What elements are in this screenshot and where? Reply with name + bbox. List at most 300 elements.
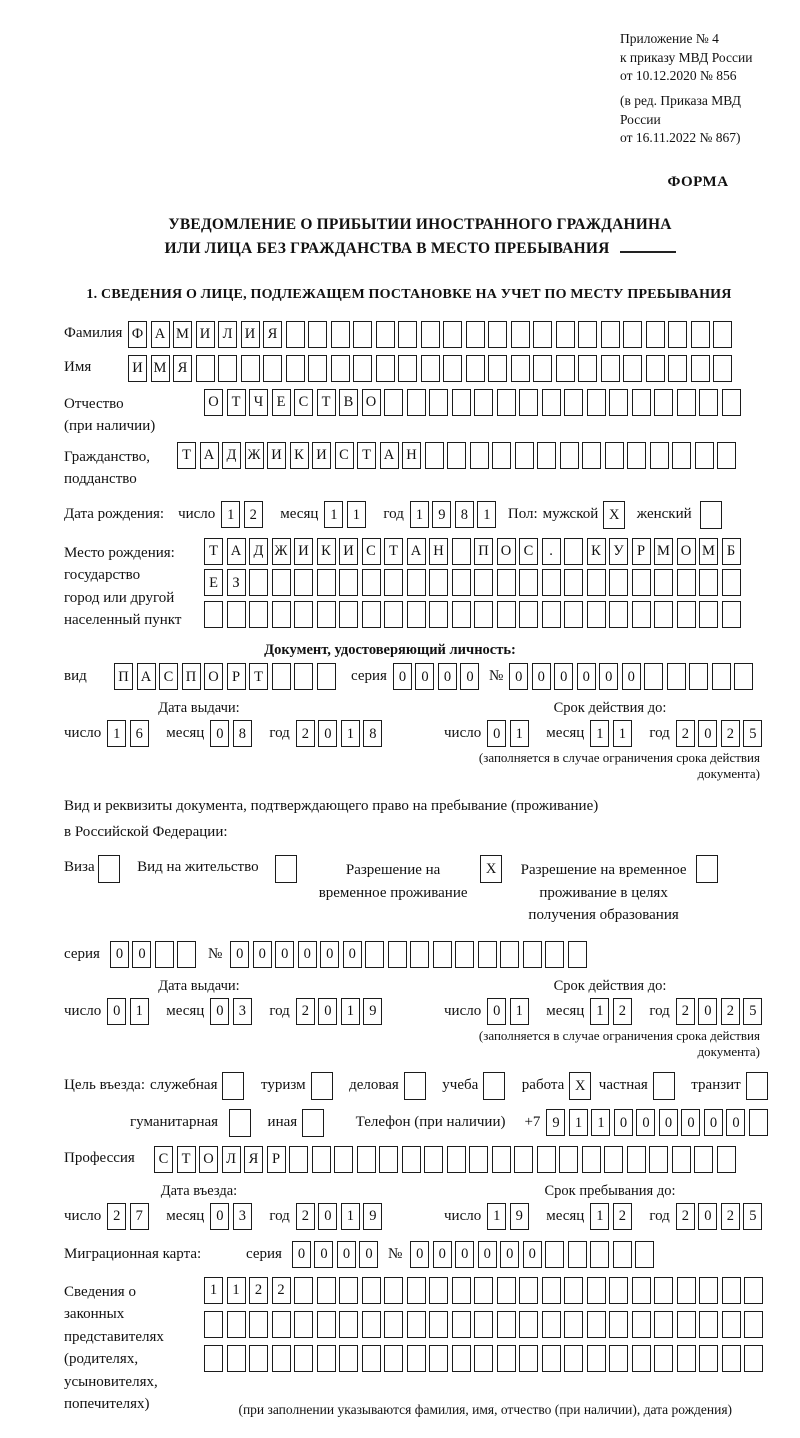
char-box[interactable] [712,663,731,690]
char-box[interactable] [564,601,583,628]
char-box[interactable] [699,1277,718,1304]
char-box[interactable] [749,1109,768,1136]
char-box[interactable] [542,389,561,416]
char-box[interactable]: Т [384,538,403,565]
char-box[interactable] [587,1277,606,1304]
char-box[interactable]: Б [722,538,741,565]
char-box[interactable] [218,355,237,382]
char-box[interactable]: 0 [698,998,717,1025]
char-box[interactable]: 0 [292,1241,311,1268]
char-box[interactable] [384,1311,403,1338]
char-box[interactable]: 0 [210,720,229,747]
char-box[interactable] [604,1146,623,1173]
char-box[interactable]: И [312,442,331,469]
char-box[interactable]: 9 [432,501,451,528]
char-box[interactable] [722,1311,741,1338]
char-box[interactable] [699,601,718,628]
char-box[interactable] [587,1311,606,1338]
char-box[interactable] [227,1345,246,1372]
char-box[interactable] [519,601,538,628]
char-box[interactable] [623,355,642,382]
char-box[interactable] [601,321,620,348]
char-box[interactable]: 2 [296,998,315,1025]
char-box[interactable]: 0 [393,663,412,690]
char-box[interactable] [474,1277,493,1304]
char-box[interactable]: Т [204,538,223,565]
char-box[interactable]: Т [177,442,196,469]
char-box[interactable] [542,601,561,628]
char-box[interactable] [272,1311,291,1338]
char-box[interactable] [384,1277,403,1304]
char-box[interactable]: 9 [363,998,382,1025]
char-box[interactable]: О [204,663,223,690]
char-box[interactable]: 0 [210,1203,229,1230]
char-box[interactable]: Л [222,1146,241,1173]
char-box[interactable]: 0 [636,1109,655,1136]
char-box[interactable]: . [542,538,561,565]
char-box[interactable] [474,389,493,416]
char-box[interactable]: 0 [318,720,337,747]
char-box[interactable]: О [497,538,516,565]
char-box[interactable] [568,941,587,968]
char-box[interactable]: Ж [245,442,264,469]
char-box[interactable]: 2 [613,998,632,1025]
char-box[interactable]: 0 [318,998,337,1025]
char-box[interactable] [649,1146,668,1173]
char-box[interactable]: 0 [415,663,434,690]
char-box[interactable] [407,601,426,628]
char-box[interactable] [308,321,327,348]
char-box[interactable] [632,389,651,416]
char-box[interactable]: П [182,663,201,690]
char-box[interactable]: 1 [590,998,609,1025]
char-box[interactable] [717,442,736,469]
char-box[interactable] [514,1146,533,1173]
char-box[interactable] [654,601,673,628]
char-box[interactable] [694,1146,713,1173]
char-box[interactable]: К [290,442,309,469]
char-box[interactable] [196,355,215,382]
char-box[interactable]: Ж [272,538,291,565]
char-box[interactable] [523,941,542,968]
char-box[interactable]: К [587,538,606,565]
char-box[interactable]: Л [218,321,237,348]
char-box[interactable] [452,538,471,565]
char-box[interactable]: Ф [128,321,147,348]
char-box[interactable]: 0 [460,663,479,690]
char-box[interactable] [294,569,313,596]
char-box[interactable] [286,355,305,382]
char-box[interactable]: З [227,569,246,596]
char-box[interactable] [362,601,381,628]
temp-residence-checkbox[interactable]: X [480,855,502,883]
char-box[interactable] [429,601,448,628]
char-box[interactable] [425,442,444,469]
char-box[interactable] [691,321,710,348]
char-box[interactable] [429,1311,448,1338]
char-box[interactable] [384,601,403,628]
char-box[interactable] [317,569,336,596]
char-box[interactable] [272,1345,291,1372]
char-box[interactable] [744,1311,763,1338]
char-box[interactable] [398,355,417,382]
char-box[interactable] [713,355,732,382]
char-box[interactable]: 2 [721,998,740,1025]
char-box[interactable] [388,941,407,968]
char-box[interactable]: О [677,538,696,565]
char-box[interactable]: 1 [130,998,149,1025]
char-box[interactable] [609,601,628,628]
char-box[interactable]: 2 [613,1203,632,1230]
char-box[interactable] [474,1345,493,1372]
char-box[interactable] [384,1345,403,1372]
char-box[interactable] [294,1311,313,1338]
char-box[interactable] [398,321,417,348]
char-box[interactable]: 0 [320,941,339,968]
char-box[interactable] [722,601,741,628]
char-box[interactable] [452,569,471,596]
char-box[interactable] [713,321,732,348]
char-box[interactable] [646,321,665,348]
char-box[interactable] [429,389,448,416]
char-box[interactable]: 1 [347,501,366,528]
char-box[interactable]: Т [317,389,336,416]
char-box[interactable] [452,1311,471,1338]
char-box[interactable]: 1 [204,1277,223,1304]
char-box[interactable]: М [151,355,170,382]
char-box[interactable]: П [114,663,133,690]
char-box[interactable] [635,1241,654,1268]
char-box[interactable] [263,355,282,382]
char-box[interactable]: Я [263,321,282,348]
char-box[interactable] [511,321,530,348]
char-box[interactable]: 2 [676,1203,695,1230]
char-box[interactable]: 0 [698,1203,717,1230]
char-box[interactable] [249,569,268,596]
char-box[interactable] [654,1345,673,1372]
char-box[interactable]: 0 [478,1241,497,1268]
char-box[interactable]: 1 [324,501,343,528]
char-box[interactable] [474,1311,493,1338]
char-box[interactable] [668,321,687,348]
char-box[interactable]: 1 [590,720,609,747]
char-box[interactable]: 5 [743,720,762,747]
char-box[interactable] [601,355,620,382]
char-box[interactable] [492,1146,511,1173]
char-box[interactable] [677,1277,696,1304]
char-box[interactable] [294,1345,313,1372]
char-box[interactable] [294,663,313,690]
char-box[interactable] [632,1311,651,1338]
char-box[interactable] [582,1146,601,1173]
char-box[interactable] [339,1311,358,1338]
char-box[interactable] [691,355,710,382]
char-box[interactable]: 2 [272,1277,291,1304]
char-box[interactable] [424,1146,443,1173]
char-box[interactable] [699,1311,718,1338]
char-box[interactable]: 0 [230,941,249,968]
char-box[interactable]: 1 [510,998,529,1025]
char-box[interactable] [410,941,429,968]
char-box[interactable]: 0 [487,720,506,747]
char-box[interactable] [376,355,395,382]
char-box[interactable]: 1 [341,998,360,1025]
char-box[interactable]: С [159,663,178,690]
char-box[interactable]: 0 [698,720,717,747]
char-box[interactable] [474,601,493,628]
char-box[interactable] [578,321,597,348]
char-box[interactable] [384,569,403,596]
char-box[interactable] [587,389,606,416]
char-box[interactable]: 0 [253,941,272,968]
char-box[interactable]: 8 [233,720,252,747]
char-box[interactable]: 0 [343,941,362,968]
char-box[interactable] [204,1345,223,1372]
char-box[interactable] [677,389,696,416]
char-box[interactable] [452,601,471,628]
char-box[interactable] [286,321,305,348]
char-box[interactable]: 0 [455,1241,474,1268]
char-box[interactable] [452,1277,471,1304]
char-box[interactable]: С [519,538,538,565]
work-checkbox[interactable]: X [569,1072,591,1100]
char-box[interactable]: 0 [410,1241,429,1268]
char-box[interactable]: 0 [487,998,506,1025]
char-box[interactable]: Ч [249,389,268,416]
char-box[interactable]: И [241,321,260,348]
char-box[interactable] [699,389,718,416]
char-box[interactable] [515,442,534,469]
char-box[interactable]: 1 [107,720,126,747]
char-box[interactable] [407,389,426,416]
char-box[interactable]: 0 [577,663,596,690]
char-box[interactable]: 2 [244,501,263,528]
char-box[interactable]: 0 [532,663,551,690]
char-box[interactable] [407,569,426,596]
char-box[interactable] [421,321,440,348]
char-box[interactable]: И [294,538,313,565]
char-box[interactable]: 0 [314,1241,333,1268]
char-box[interactable] [362,1277,381,1304]
char-box[interactable]: 9 [546,1109,565,1136]
char-box[interactable]: 0 [438,663,457,690]
char-box[interactable] [646,355,665,382]
char-box[interactable] [542,1277,561,1304]
char-box[interactable] [578,355,597,382]
char-box[interactable]: 2 [676,720,695,747]
char-box[interactable] [613,1241,632,1268]
char-box[interactable] [609,1277,628,1304]
char-box[interactable] [357,1146,376,1173]
char-box[interactable] [519,569,538,596]
char-box[interactable]: 0 [554,663,573,690]
char-box[interactable] [537,442,556,469]
char-box[interactable] [734,663,753,690]
visa-checkbox[interactable] [98,855,120,883]
char-box[interactable] [470,442,489,469]
char-box[interactable] [654,1311,673,1338]
char-box[interactable]: М [173,321,192,348]
char-box[interactable] [632,569,651,596]
char-box[interactable]: 9 [363,1203,382,1230]
char-box[interactable] [497,601,516,628]
char-box[interactable]: 0 [110,941,129,968]
char-box[interactable]: Д [222,442,241,469]
char-box[interactable] [533,321,552,348]
char-box[interactable]: 2 [249,1277,268,1304]
char-box[interactable] [402,1146,421,1173]
char-box[interactable] [556,321,575,348]
char-box[interactable] [677,569,696,596]
char-box[interactable]: 1 [569,1109,588,1136]
char-box[interactable] [627,1146,646,1173]
char-box[interactable]: К [317,538,336,565]
char-box[interactable]: 0 [509,663,528,690]
char-box[interactable]: П [474,538,493,565]
char-box[interactable] [650,442,669,469]
char-box[interactable] [654,569,673,596]
char-box[interactable] [644,663,663,690]
char-box[interactable]: 1 [410,501,429,528]
char-box[interactable] [545,1241,564,1268]
char-box[interactable] [379,1146,398,1173]
char-box[interactable] [407,1311,426,1338]
char-box[interactable]: 1 [591,1109,610,1136]
char-box[interactable]: Т [357,442,376,469]
char-box[interactable] [587,601,606,628]
char-box[interactable] [339,569,358,596]
char-box[interactable] [519,1311,538,1338]
char-box[interactable]: М [654,538,673,565]
char-box[interactable] [677,601,696,628]
char-box[interactable] [564,1345,583,1372]
char-box[interactable] [689,663,708,690]
char-box[interactable]: А [407,538,426,565]
char-box[interactable] [488,321,507,348]
official-checkbox[interactable] [222,1072,244,1100]
char-box[interactable] [497,1277,516,1304]
char-box[interactable] [542,1311,561,1338]
char-box[interactable]: 1 [510,720,529,747]
char-box[interactable]: 1 [227,1277,246,1304]
char-box[interactable] [492,442,511,469]
char-box[interactable]: 1 [487,1203,506,1230]
char-box[interactable] [542,1345,561,1372]
char-box[interactable]: 1 [221,501,240,528]
char-box[interactable] [582,442,601,469]
char-box[interactable] [677,1345,696,1372]
char-box[interactable] [331,321,350,348]
char-box[interactable] [312,1146,331,1173]
char-box[interactable]: 0 [681,1109,700,1136]
char-box[interactable] [699,1345,718,1372]
char-box[interactable] [722,569,741,596]
char-box[interactable] [452,1345,471,1372]
char-box[interactable] [632,1277,651,1304]
char-box[interactable] [564,538,583,565]
char-box[interactable] [564,1277,583,1304]
char-box[interactable] [466,355,485,382]
char-box[interactable] [623,321,642,348]
char-box[interactable] [545,941,564,968]
char-box[interactable] [668,355,687,382]
char-box[interactable]: А [380,442,399,469]
char-box[interactable] [249,1345,268,1372]
char-box[interactable] [272,569,291,596]
char-box[interactable]: 1 [341,1203,360,1230]
char-box[interactable]: Р [267,1146,286,1173]
private-checkbox[interactable] [653,1072,675,1100]
char-box[interactable]: И [128,355,147,382]
char-box[interactable]: 0 [659,1109,678,1136]
char-box[interactable] [362,1311,381,1338]
sex-male-checkbox[interactable]: X [603,501,625,529]
char-box[interactable]: 6 [130,720,149,747]
char-box[interactable]: 8 [455,501,474,528]
char-box[interactable] [609,389,628,416]
char-box[interactable]: 0 [107,998,126,1025]
char-box[interactable] [353,355,372,382]
char-box[interactable]: С [154,1146,173,1173]
char-box[interactable] [429,1277,448,1304]
char-box[interactable]: А [137,663,156,690]
char-box[interactable] [365,941,384,968]
char-box[interactable] [717,1146,736,1173]
char-box[interactable]: Т [249,663,268,690]
char-box[interactable]: О [204,389,223,416]
char-box[interactable] [155,941,174,968]
char-box[interactable] [339,1345,358,1372]
char-box[interactable] [632,1345,651,1372]
char-box[interactable]: 0 [132,941,151,968]
char-box[interactable] [497,389,516,416]
char-box[interactable] [587,569,606,596]
char-box[interactable]: В [339,389,358,416]
char-box[interactable] [227,601,246,628]
char-box[interactable] [407,1345,426,1372]
char-box[interactable] [289,1146,308,1173]
char-box[interactable]: 0 [726,1109,745,1136]
char-box[interactable]: У [609,538,628,565]
char-box[interactable] [429,569,448,596]
char-box[interactable]: 2 [296,1203,315,1230]
char-box[interactable] [334,1146,353,1173]
char-box[interactable] [249,601,268,628]
char-box[interactable]: 3 [233,1203,252,1230]
char-box[interactable]: Е [204,569,223,596]
char-box[interactable] [519,1345,538,1372]
char-box[interactable] [609,569,628,596]
char-box[interactable]: М [699,538,718,565]
char-box[interactable] [667,663,686,690]
char-box[interactable] [317,1311,336,1338]
char-box[interactable]: И [339,538,358,565]
char-box[interactable]: 1 [341,720,360,747]
char-box[interactable] [447,442,466,469]
char-box[interactable]: 0 [599,663,618,690]
char-box[interactable] [272,601,291,628]
char-box[interactable] [204,1311,223,1338]
char-box[interactable] [204,601,223,628]
char-box[interactable]: 1 [613,720,632,747]
char-box[interactable]: 1 [590,1203,609,1230]
char-box[interactable] [605,442,624,469]
char-box[interactable] [609,1311,628,1338]
char-box[interactable] [362,1345,381,1372]
char-box[interactable]: С [335,442,354,469]
char-box[interactable]: 0 [614,1109,633,1136]
char-box[interactable]: 5 [743,1203,762,1230]
